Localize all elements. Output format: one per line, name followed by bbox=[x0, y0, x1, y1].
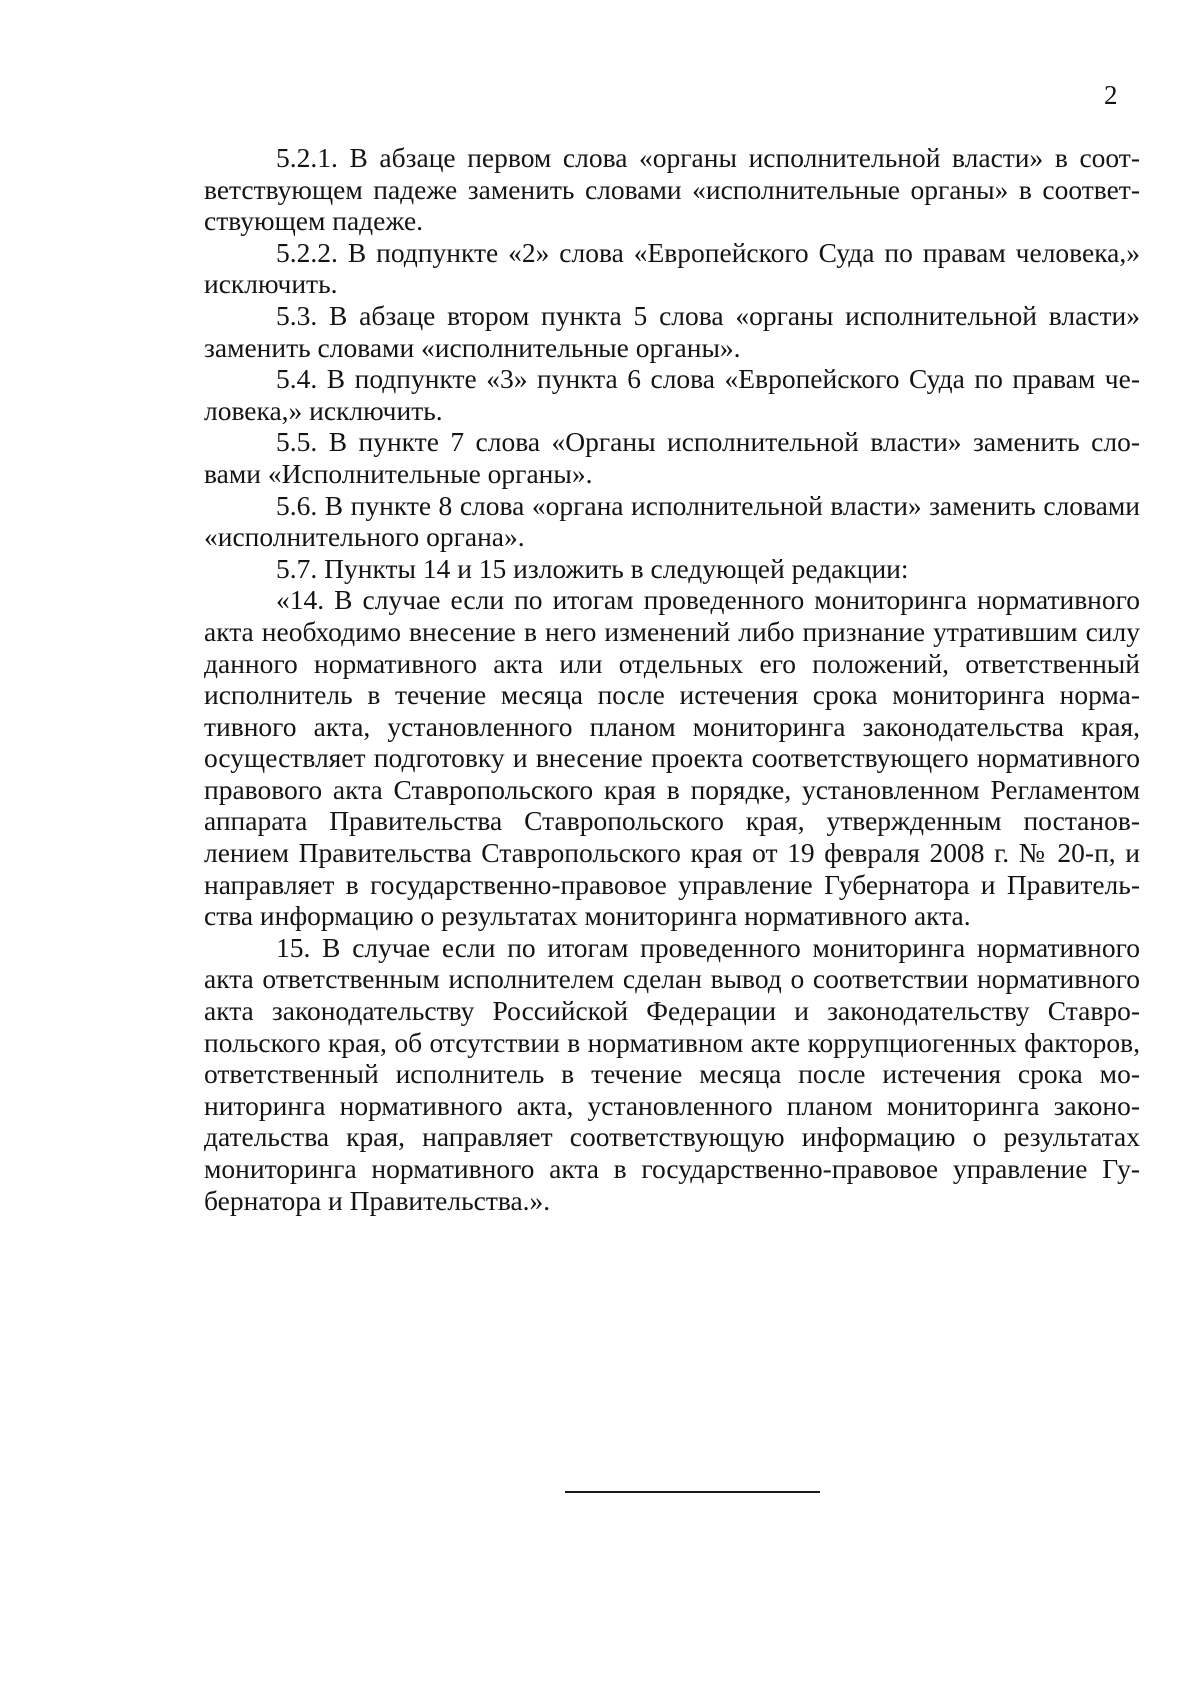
paragraph-5-6: 5.6. В пункте 8 слова «органа исполнительной власти» заменить словами «исполнительного органа». bbox=[204, 489, 1140, 553]
paragraph-5-3: 5.3. В абзаце втором пункта 5 слова «органы исполнительной власти» заменить словами «исполнительные органы». bbox=[204, 299, 1140, 363]
end-of-document-rule bbox=[565, 1491, 820, 1493]
paragraph-item-14: «14. В случае если по итогам проведенного мониторинга нормативного акта необходимо внесение в него изменений либо признание утратившим силу данного нормативного акта или отдельных его положений, ответственный исполнитель в течение месяца после истечения срока мониторинга нормативного акта, установленного планом мониторинга законодательства края, осуществляет подготовку и внесение проекта соответствующего нормативного правового акта Ставропольского края в порядке, установленном Регламентом аппарата Правительства Ставропольского края, утвержденным постановлением Правительства Ставропольского края от 19 февраля 2008 г. № 20-п, и направляет в государственно-правовое управление Губернатора и Правительства информацию о результатах мониторинга нормативного акта. bbox=[204, 584, 1140, 932]
page-number: 2 bbox=[1104, 80, 1118, 110]
paragraph-5-2-1: 5.2.1. В абзаце первом слова «органы исполнительной власти» в соответствующем падеже заменить словами «исполнительные органы» в соответствующем падеже. bbox=[204, 142, 1140, 237]
paragraph-item-15: 15. В случае если по итогам проведенного мониторинга нормативного акта ответственным исполнителем сделан вывод о соответствии нормативного акта законодательству Российской Федерации и законодательству Ставропольского края, об отсутствии в нормативном акте коррупциогенных факторов, ответственный исполнитель в течение месяца после истечения срока мониторинга нормативного акта, установленного планом мониторинга законодательства края, направляет соответствующую информацию о результатах мониторинга нормативного акта в государственно-правовое управление Губернатора и Правительства.». bbox=[204, 931, 1140, 1216]
paragraph-5-4: 5.4. В подпункте «3» пункта 6 слова «Европейского Суда по правам человека,» исключить. bbox=[204, 363, 1140, 426]
paragraph-5-5: 5.5. В пункте 7 слова «Органы исполнительной власти» заменить словами «Исполнительные органы». bbox=[204, 426, 1140, 489]
paragraph-5-7: 5.7. Пункты 14 и 15 изложить в следующей редакции: bbox=[276, 552, 909, 584]
paragraph-5-2-2: 5.2.2. В подпункте «2» слова «Европейского Суда по правам человека,» исключить. bbox=[204, 236, 1140, 300]
document-body bbox=[204, 142, 1140, 1216]
